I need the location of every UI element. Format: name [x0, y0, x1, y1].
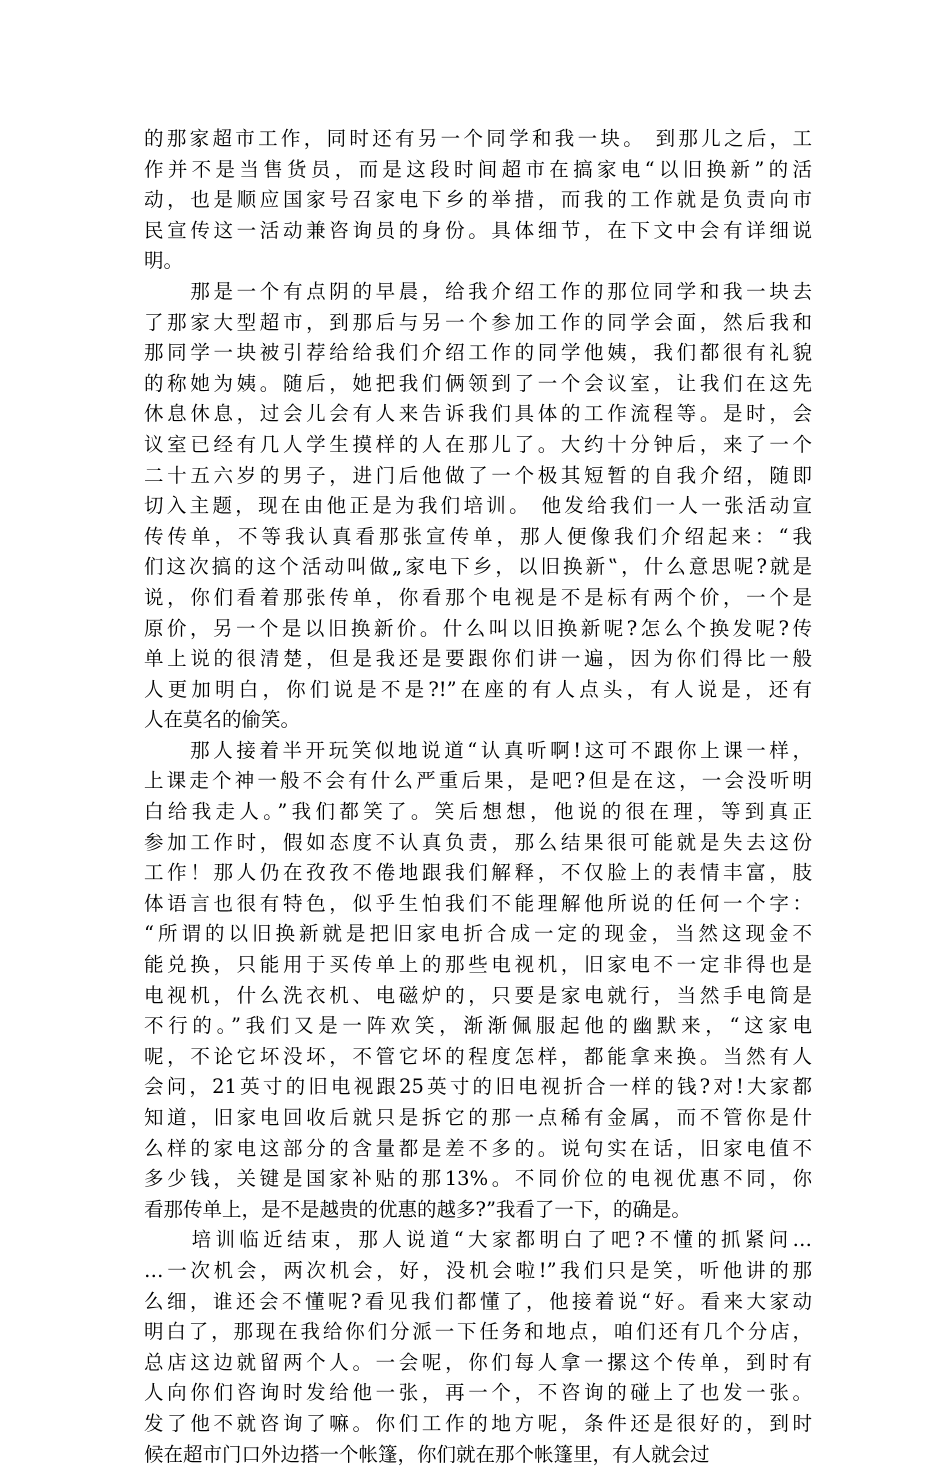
text-line: 传传单，不等我认真看那张宣传单，那人便像我们介绍起来：“我 — [144, 524, 812, 548]
text-line: 那同学一块被引荐给给我们介绍工作的同学他姨，我们都很有礼貌 — [144, 341, 812, 365]
text-line: 能兑换，只能用于买传单上的那些电视机，旧家电不一定非得也是 — [144, 953, 812, 977]
text-line: …一次机会，两次机会，好，没机会啦!”我们只是笑，听他讲的那 — [144, 1258, 812, 1282]
body-text — [144, 124, 812, 1470]
text-line: 么样的家电这部分的含量都是差不多的。说句实在话，旧家电值不 — [144, 1136, 812, 1160]
text-line: 了那家大型超市，到那后与另一个参加工作的同学会面，然后我和 — [144, 310, 812, 334]
text-line: “所谓的以旧换新就是把旧家电折合成一定的现金，当然这现金不 — [144, 922, 812, 946]
paragraph — [144, 1225, 812, 1470]
text-line: 会问，21英寸的旧电视跟25英寸的旧电视折合一样的钱?对!大家都 — [144, 1075, 812, 1099]
text-line: 的那家超市工作，同时还有另一个同学和我一块。 到那儿之后，工 — [144, 127, 812, 150]
text-line: 单上说的很清楚，但是我还是要跟你们讲一遍，因为你们得比一般 — [144, 647, 812, 671]
text-line: 民宣传这一活动兼咨询员的身份。具体细节，在下文中会有详细说 — [144, 218, 812, 242]
paragraph — [144, 277, 812, 736]
text-line: 么细，谁还会不懂呢?看见我们都懂了，他接着说“好。看来大家动 — [144, 1289, 812, 1313]
text-line: 体语言也很有特色，似乎生怕我们不能理解他所说的任何一个字： — [144, 891, 812, 915]
text-line: 那是一个有点阴的早晨，给我介绍工作的那位同学和我一块去 — [144, 279, 812, 303]
text-line: 工作！那人仍在孜孜不倦地跟我们解释，不仅脸上的表情丰富，肢 — [144, 861, 812, 885]
text-line: 参加工作时，假如态度不认真负责，那么结果很可能就是失去这份 — [144, 830, 812, 854]
text-line: 明白了，那现在我给你们分派一下任务和地点，咱们还有几个分店， — [144, 1320, 812, 1344]
text-line: 人更加明白，你们说是不是?!”在座的有人点头，有人说是，还有 — [144, 677, 812, 701]
text-line: 候在超市门口外边搭一个帐篷，你们就在那个帐篷里，有人就会过 — [144, 1442, 710, 1466]
paragraph — [144, 736, 812, 1226]
text-line: 议室已经有几人学生摸样的人在那儿了。大约十分钟后，来了一个 — [144, 432, 812, 456]
text-line: 说，你们看着那张传单，你看那个电视是不是标有两个价，一个是 — [144, 585, 812, 609]
text-line: 的称她为姨。随后，她把我们俩领到了一个会议室，让我们在这先 — [144, 371, 812, 395]
text-line: 作并不是当售货员，而是这段时间超市在搞家电“以旧换新”的活 — [144, 157, 812, 181]
text-line: 切入主题，现在由他正是为我们培训。 他发给我们一人一张活动宣 — [144, 494, 812, 518]
text-line: 发了他不就咨询了嘛。你们工作的地方呢，条件还是很好的，到时 — [144, 1411, 812, 1435]
text-line: 休息休息，过会儿会有人来告诉我们具体的工作流程等。是时，会 — [144, 402, 812, 426]
text-line: 总店这边就留两个人。一会呢，你们每人拿一摞这个传单，到时有 — [144, 1350, 812, 1374]
text-line: 那人接着半开玩笑似地说道“认真听啊!这可不跟你上课一样， — [144, 738, 812, 762]
text-line: 知道，旧家电回收后就只是拆它的那一点稀有金属，而不管你是什 — [144, 1106, 812, 1129]
text-line: 人向你们咨询时发给他一张，再一个，不咨询的碰上了也发一张。 — [144, 1381, 812, 1405]
text-line: 呢，不论它坏没坏，不管它坏的程度怎样，都能拿来换。当然有人 — [144, 1044, 812, 1068]
text-line: 动，也是顺应国家号召家电下乡的举措，而我的工作就是负责向市 — [144, 188, 812, 212]
text-line: 上课走个神一般不会有什么严重后果，是吧?但是在这，一会没听明 — [144, 769, 812, 793]
text-line: 多少钱，关键是国家补贴的那13%。不同价位的电视优惠不同，你 — [144, 1167, 812, 1191]
paragraph — [144, 124, 812, 277]
text-line: 们这次搞的这个活动叫做„家电下乡，以旧换新‟，什么意思呢?就是 — [144, 555, 812, 579]
text-line: 看那传单上，是不是越贵的优惠的越多?”我看了一下，的确是。 — [144, 1197, 691, 1221]
text-line: 明。 — [144, 249, 184, 273]
text-line: 原价，另一个是以旧换新价。什么叫以旧换新呢?怎么个换发呢?传 — [144, 616, 812, 640]
text-line: 培训临近结束，那人说道“大家都明白了吧?不懂的抓紧问… — [144, 1228, 812, 1252]
text-line: 人在莫名的偷笑。 — [144, 708, 301, 732]
text-line: 不行的。”我们又是一阵欢笑，渐渐佩服起他的幽默来，“这家电 — [144, 1014, 812, 1038]
text-line: 白给我走人。”我们都笑了。笑后想想，他说的很在理，等到真正 — [144, 800, 812, 824]
text-line: 二十五六岁的男子，进门后他做了一个极其短暂的自我介绍，随即 — [144, 463, 812, 487]
text-line: 电视机，什么洗衣机、电磁炉的，只要是家电就行，当然手电筒是 — [144, 983, 812, 1007]
